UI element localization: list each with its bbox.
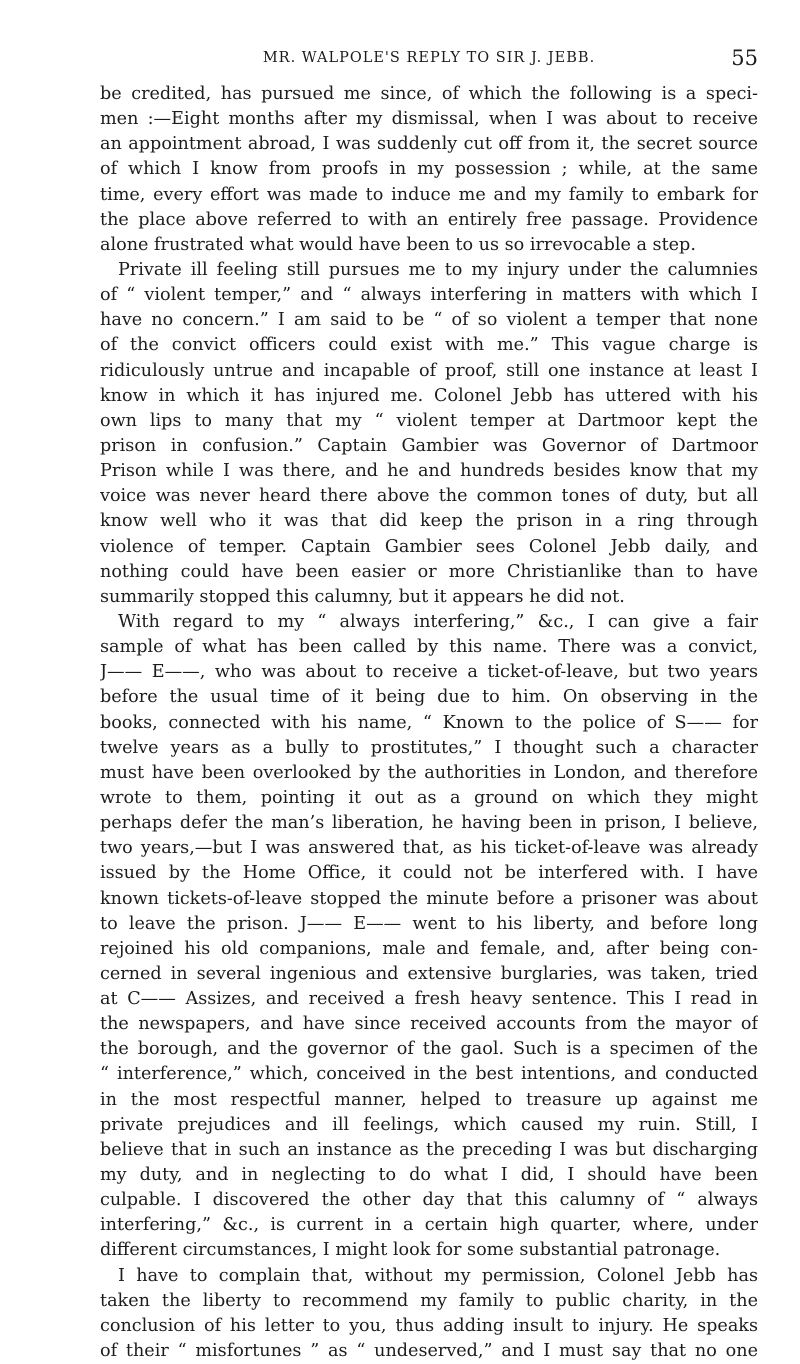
text-line: private prejudices and ill feelings, which caused my ruin. Still, I: [100, 1114, 758, 1135]
text-line: different circumstances, I might look for some substantial patronage.: [100, 1240, 721, 1261]
body-text: [100, 82, 758, 1364]
text-line: issued by the Home Office, it could not be interfered with. I have: [100, 863, 758, 884]
text-line: of the convict officers could exist with me.” This vague charge is: [100, 335, 758, 356]
text-line: violence of temper. Captain Gambier sees Colonel Jebb daily, and: [100, 536, 758, 557]
text-line: perhaps defer the man’s liberation, he having been in prison, I believe,: [100, 813, 758, 834]
text-line: culpable. I discovered the other day that this calumny of “ always: [100, 1190, 758, 1211]
text-line: books, connected with his name, “ Known to the police of S—— for: [100, 712, 758, 733]
text-line: twelve years as a bully to prostitutes,” I thought such a character: [100, 737, 758, 758]
text-line: interfering,” &c., is current in a certain high quarter, where, under: [100, 1215, 758, 1236]
text-line: know well who it was that did keep the prison in a ring through: [100, 511, 758, 532]
text-line: believe that in such an instance as the preceding I was but discharging: [100, 1139, 758, 1160]
running-head: [100, 46, 758, 74]
text-line: the place above referred to with an entirely free passage. Providence: [100, 209, 758, 230]
text-line: must have been overlooked by the authorities in London, and therefore: [100, 762, 758, 783]
text-line: of which I know from proofs in my possession ; while, at the same: [100, 159, 758, 180]
text-line: summarily stopped this calumny, but it appears he did not.: [100, 586, 625, 607]
text-line: know in which it has injured me. Colonel Jebb has uttered with his: [100, 385, 758, 406]
running-title: MR. WALPOLE'S REPLY TO SIR J. JEBB.: [262, 50, 596, 66]
text-line: cerned in several ingenious and extensive burglaries, was taken, tried: [100, 963, 758, 984]
text-line: sample of what has been called by this name. There was a convict,: [100, 637, 758, 658]
text-line: of “ violent temper,” and “ always interfering in matters with which I: [100, 285, 758, 306]
text-line: before the usual time of it being due to him. On observing in the: [100, 687, 758, 708]
text-line: my duty, and in neglecting to do what I did, I should have been: [100, 1165, 758, 1186]
text-line: be credited, has pursued me since, of which the following is a speci-: [100, 84, 758, 104]
text-line: “ interference,” which, conceived in the best intentions, and conducted: [100, 1064, 758, 1085]
text-line: alone frustrated what would have been to us so irrevocable a step.: [100, 234, 696, 255]
text-line: Private ill feeling still pursues me to my injury under the calumnies: [118, 259, 758, 280]
text-line: taken the liberty to recommend my family to public charity, in the: [100, 1290, 758, 1311]
text-line: at C—— Assizes, and received a fresh heavy sentence. This I read in: [100, 989, 758, 1010]
text-line: prison in confusion.” Captain Gambier was Governor of Dartmoor: [100, 435, 758, 456]
text-line: known tickets-of-leave stopped the minute before a prisoner was about: [100, 888, 758, 909]
text-line: rejoined his old companions, male and female, and, after being con-: [100, 938, 758, 959]
page-number: 55: [731, 46, 758, 70]
text-line: voice was never heard there above the common tones of duty, but all: [100, 486, 758, 507]
text-line: the newspapers, and have since received accounts from the mayor of: [100, 1014, 758, 1035]
text-line: the borough, and the governor of the gaol. Such is a specimen of the: [100, 1039, 758, 1060]
text-line: own lips to many that my “ violent temper at Dartmoor kept the: [100, 410, 758, 431]
text-line: in the most respectful manner, helped to treasure up against me: [100, 1089, 758, 1110]
text-line: nothing could have been easier or more Christianlike than to have: [100, 561, 758, 582]
text-line: I have to complain that, without my permission, Colonel Jebb has: [118, 1265, 758, 1286]
text-line: men :—Eight months after my dismissal, when I was about to receive: [100, 109, 758, 130]
text-line: two years,—but I was answered that, as his ticket-of-leave was already: [100, 838, 758, 859]
text-line: ridiculously untrue and incapable of proof, still one instance at least I: [100, 360, 758, 381]
text-line: of their “ misfortunes ” as “ undeserved,” and I must say that no one: [100, 1341, 758, 1362]
text-line: time, every effort was made to induce me and my family to embark for: [100, 184, 758, 205]
text-line: have no concern.” I am said to be “ of so violent a temper that none: [100, 310, 758, 331]
text-line: Prison while I was there, and he and hundreds besides know that my: [100, 461, 758, 482]
text-line: J—— E——, who was about to receive a ticket-of-leave, but two years: [100, 662, 758, 683]
text-line: an appointment abroad, I was suddenly cut off from it, the secret source: [100, 134, 758, 155]
text-line: to leave the prison. J—— E—— went to his liberty, and before long: [100, 913, 758, 934]
text-line: conclusion of his letter to you, thus adding insult to injury. He speaks: [100, 1315, 758, 1336]
text-line: With regard to my “ always interfering,” &c., I can give a fair: [118, 611, 758, 632]
text-line: wrote to them, pointing it out as a ground on which they might: [100, 787, 758, 808]
